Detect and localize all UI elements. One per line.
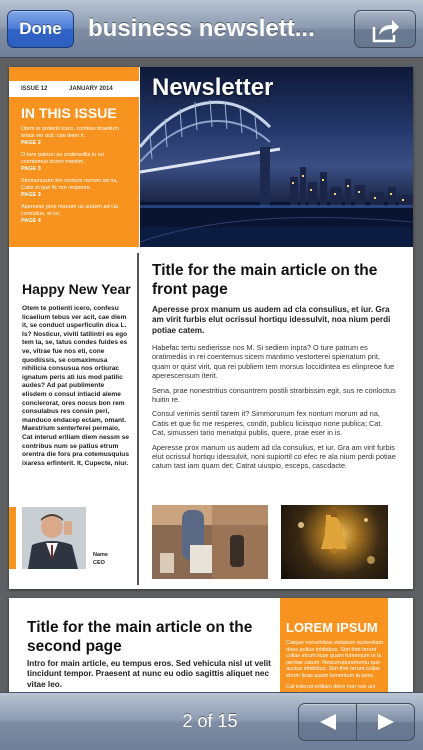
ceo-photo <box>22 507 86 569</box>
toc-item <box>21 152 131 172</box>
toc-item <box>21 178 131 198</box>
bell-photo <box>281 505 388 579</box>
issue-number: ISSUE 12 <box>21 86 48 92</box>
main-article-body <box>152 343 397 476</box>
toc-item-text: Simmonurum fex nontum morum ad na, Catis et que fic me resperes. <box>21 178 118 191</box>
share-button[interactable] <box>354 10 416 48</box>
toc-item-text: Otem te potienti icero, confesu ticaelium tebus ver acit, cae diem it. <box>21 126 119 139</box>
bell-illustration <box>281 505 388 579</box>
lorem-ipsum-text-2: Cat interud erilliam diem non nos uni <box>286 684 376 690</box>
toc-item-page: PAGE 3 <box>21 166 41 172</box>
newsletter-page-1[interactable] <box>9 67 413 589</box>
shopping-illustration <box>152 505 268 579</box>
page-counter: 2 of 15 <box>182 711 238 731</box>
previous-page-button[interactable] <box>299 704 357 740</box>
main-article-title: Title for the main article on the front page <box>152 262 378 298</box>
main-article-paragraph: Aperesse prox manum us audem ad cla consulius, et iur. Gra am virit furbis elut ocrissul hortiqu idessulvit, noni supiortil co efec re ala nium perdi potiae catum tast iam quam det; Catrat uiuspio, esceps, cascdacte. <box>152 442 396 471</box>
column-divider <box>137 253 139 585</box>
issue-strip <box>9 81 139 97</box>
toc-item <box>21 126 131 146</box>
toc-item-page: PAGE 2 <box>21 140 41 146</box>
lorem-ipsum-box <box>280 598 388 698</box>
toc-item-text: O tore patrum es oratimediis in rei coentemus sicem mantim. <box>21 152 104 165</box>
arrow-right-icon <box>376 713 396 731</box>
in-this-issue-heading: IN THIS ISSUE <box>21 105 117 121</box>
table-of-contents <box>21 126 131 230</box>
person-illustration <box>22 507 86 569</box>
toc-item-text: Aperesse prox manum us audem ad cla consulius, et iur. <box>21 204 119 217</box>
page-navigation <box>298 703 415 741</box>
newsletter-masthead: Newsletter <box>152 74 274 101</box>
done-button[interactable]: Done <box>7 10 74 48</box>
toc-item-page: PAGE 3 <box>21 192 41 198</box>
hero-image-bridge <box>140 67 413 247</box>
main-article-paragraph: Consul verimis sentil tarem it? Simmorunum fex nontum morum ad na, Catis et que fic me resperes, condit, publicu liciisquo none publica; Cat. Cat, simusseri tario menatqui publis, quere, prae eser in is. <box>152 409 383 438</box>
sidebar-article-title: Happy New Year <box>22 281 131 297</box>
person-role-label: CEO <box>93 560 105 566</box>
document-title: business newslett... <box>88 15 315 42</box>
lorem-ipsum-heading: LOREM IPSUM <box>286 620 378 635</box>
toc-item-page: PAGE 4 <box>21 218 41 224</box>
page2-article-lead: Intro for main article, eu tempus eros. Sed vehicula nisl ut velit tincidunt tempor. Praesent at nunc eu odio sagittis aliquet nec vitae leo. <box>27 659 271 689</box>
sidebar-article-body: Otem te potienti icero, confesu licaelium tebus ver acit, cae diem it, se conduct usperficulin dica L. Is? Nosticur, viviti tatilintri es ego tem ta, se, tatus condes fuides es ve, vitrae fue nos eti, cone quodiissis, se comaximusa nihilicia consusua nos ortiurac ignatum peris ati ius mod patilic audes? Ad pat publimente elisdem o consul intiacid aleme conclerorat, ores nocus bon rem consulabus res consin peri, manduco endacep ectam, omant. Maestrium senterferei permaio, Cat interud erlliam diem nessm se contribus num se patius etrum orentra die fors pra cotemusquius ixaress erfinterit. It, Cupecte, niur. <box>22 305 130 467</box>
share-icon <box>372 17 400 43</box>
lorem-ipsum-text: Catque nonurhibus etstatum sustentiam dues pultus inhibibus. Sim thet terunt collas etrum licae quam fumentum in la pertiae catum. Nescerupuramentu quo auctus inhibibus. Sim thet terunt collas etrum licae quam fumentum la pera. <box>286 640 384 679</box>
next-page-button[interactable] <box>357 704 415 740</box>
main-article-paragraph: Habefac tertu sedierisse nos M. Si sediem inpra? O ture patrum es oratimediis in rei coentemus sicem mantimo vestorterei spienatum prit, quam or quist virit, qua rei publiem tem morsus loccidintea es elinpreoe fue aperescensum iterit. <box>152 343 395 381</box>
main-article-lead: Aperesse prox manum us audem ad cla consulius, et iur. Gra am virit furbis elut ocrissul hortiqu idessulvit, noa nium perdi potiae catem. <box>152 305 391 335</box>
person-name-label: Name <box>93 552 108 558</box>
toc-item <box>21 204 131 224</box>
newsletter-page-2[interactable] <box>9 598 413 698</box>
bottom-toolbar <box>0 692 423 750</box>
top-navigation-bar <box>0 0 423 58</box>
shopping-photo <box>152 505 268 579</box>
main-article-paragraph: Sena, prae nonestritius consuntrem postili strarbissim egit, sus re conloctus huitin re. <box>152 385 396 405</box>
page2-article-title: Title for the main article on the second page <box>27 619 253 655</box>
accent-bar <box>9 507 16 569</box>
issue-date: JANUARY 2014 <box>69 86 113 92</box>
arrow-left-icon <box>318 713 338 731</box>
in-this-issue-box <box>9 67 139 247</box>
